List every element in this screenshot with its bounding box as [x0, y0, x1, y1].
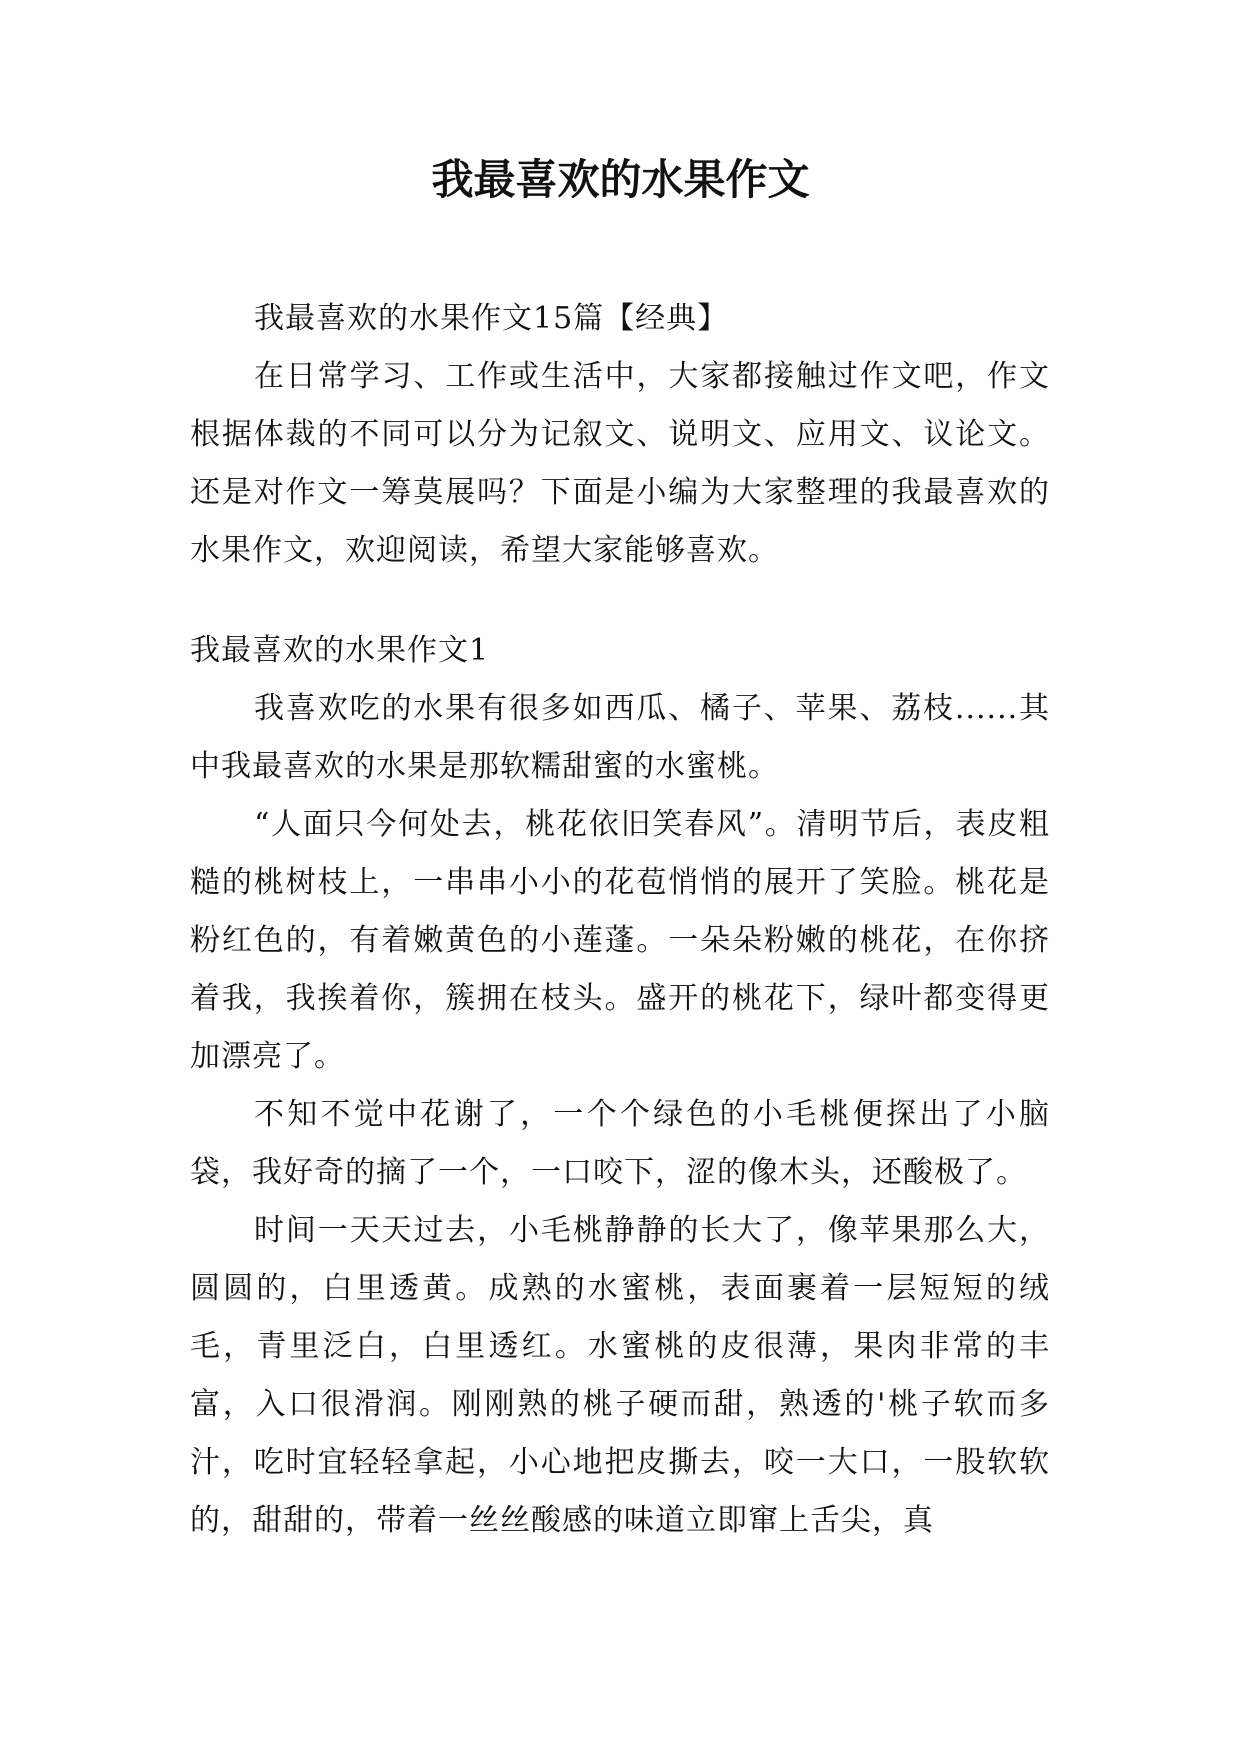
paragraph: 不知不觉中花谢了，一个个绿色的小毛桃便探出了小脑袋，我好奇的摘了一个，一口咬下，涩的像木头，还酸极了。 [190, 1097, 1050, 1190]
paragraph: 时间一天天过去，小毛桃静静的长大了，像苹果那么大，圆圆的，白里透黄。成熟的水蜜桃，表面裹着一层短短的绒毛，青里泛白，白里透红。水蜜桃的皮很薄，果肉非常的丰富，入口很滑润。刚刚熟的桃子硬而甜，熟透的'桃子软而多汁，吃时宜轻轻拿起，小心地把皮撕去，咬一大口，一股软软的，甜甜的，带着一丝丝酸感的味道立即窜上舌尖，真 [190, 1213, 1050, 1538]
subtitle: 我最喜欢的水果作文15篇【经典】 [254, 301, 729, 336]
paragraph: 我喜欢吃的水果有很多如西瓜、橘子、苹果、荔枝......其中我最喜欢的水果是那软糯甜蜜的水蜜桃。 [190, 691, 1050, 784]
document-title: 我最喜欢的水果作文 [431, 155, 810, 204]
section-heading: 我最喜欢的水果作文1 [190, 633, 490, 668]
intro-paragraph: 在日常学习、工作或生活中，大家都接触过作文吧，作文根据体裁的不同可以分为记叙文、说明文、应用文、议论文。还是对作文一筹莫展吗？下面是小编为大家整理的我最喜欢的水果作文，欢迎阅读，希望大家能够喜欢。 [190, 359, 1050, 568]
paragraph: “人面只今何处去，桃花依旧笑春风”。清明节后，表皮粗糙的桃树枝上，一串串小小的花苞悄悄的展开了笑脸。桃花是粉红色的，有着嫩黄色的小莲蓬。一朵朵粉嫩的桃花，在你挤着我，我挨着你，簇拥在枝头。盛开的桃花下，绿叶都变得更加漂亮了。 [190, 807, 1050, 1074]
document-body [190, 290, 1050, 1550]
